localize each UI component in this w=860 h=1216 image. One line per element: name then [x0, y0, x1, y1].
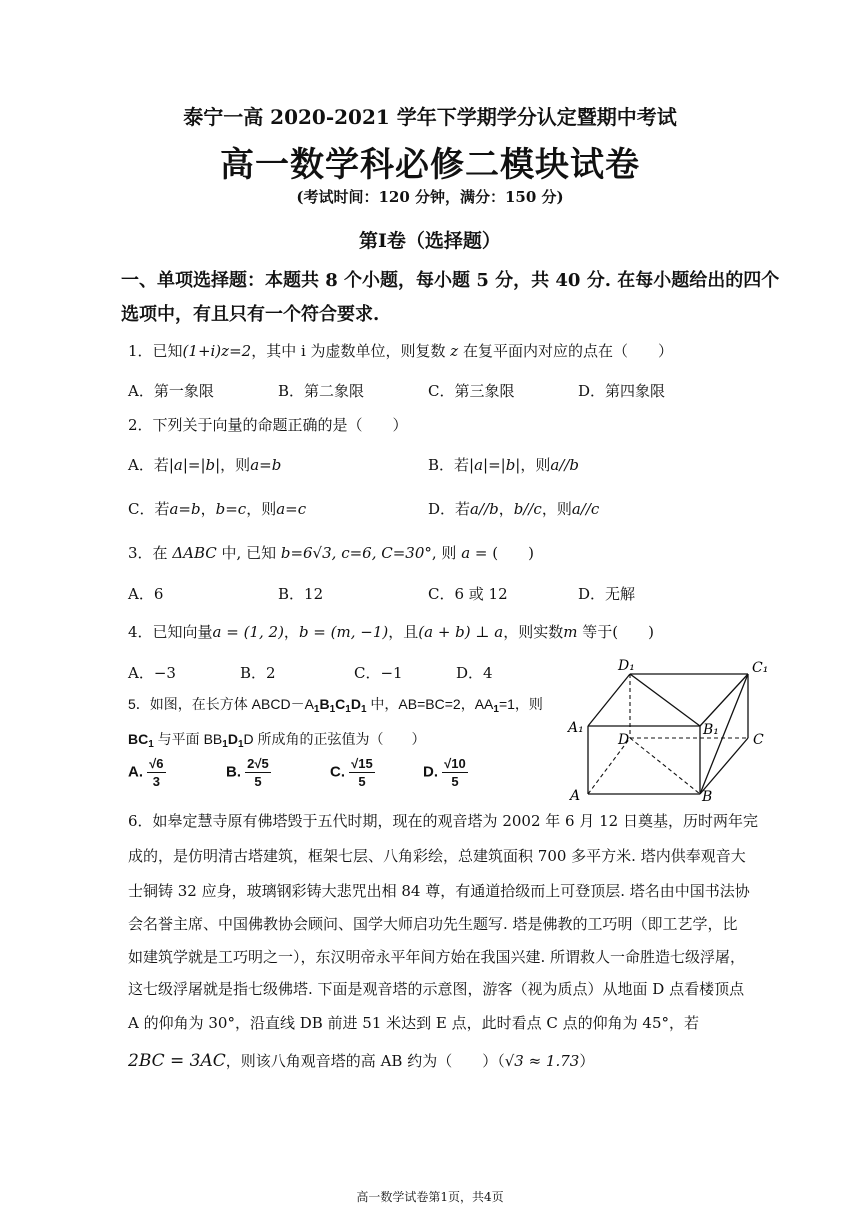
q2c-result: a=c — [276, 500, 307, 518]
q2a-pre: A．若 — [128, 456, 169, 474]
q4-text-c: ，则实数 — [503, 623, 564, 641]
q1-option-a: A．第一象限 — [128, 382, 214, 400]
section-instruction-line1: 一、单项选择题：本题共 8 个小题，每小题 5 分，共 40 分. 在每小题给出的四个 — [121, 270, 780, 291]
q5-sub: 1 — [237, 739, 244, 750]
q6-condition: 2BC = 3AC — [128, 1051, 226, 1071]
q2a-mid: ，则 — [220, 456, 251, 474]
q4-condition: (a + b) ⊥ a — [418, 623, 504, 641]
q5a-fraction — [147, 757, 165, 788]
q3-text-c: , 则 — [431, 544, 462, 562]
q3-unknown: a — [461, 544, 471, 562]
label-d: D — [618, 732, 630, 748]
section-instruction-line2: 选项中，有且只有一个符合要求. — [121, 304, 380, 325]
q2d-result: a//c — [571, 500, 600, 518]
q2b-result: a//b — [550, 456, 580, 474]
q5b-num: 2√5 — [247, 756, 269, 771]
question-1-stem — [128, 340, 673, 361]
q3-triangle: ΔABC — [172, 544, 217, 562]
page-footer: 高一数学试卷第1页，共4页 — [356, 1190, 504, 1204]
q1-expression: (1+i)z=2 — [182, 342, 252, 360]
label-d1: D₁ — [618, 658, 635, 674]
question-6-line3: 士铜铸 32 应身，玻璃钢彩铸大悲咒出相 84 尊，有通道拾级而上可登顶层. 塔名由中国书法协 — [128, 882, 750, 900]
q5-sub: 1 — [148, 739, 154, 750]
q2b-cond: |a|=|b| — [469, 456, 521, 474]
q5-option-a — [128, 757, 166, 788]
question-3-stem — [128, 542, 534, 563]
q5-text-a: 5．如图，在长方体 ABCD－A — [128, 696, 314, 712]
q5-sub: 1 — [329, 704, 336, 715]
q1-option-b: B．第二象限 — [278, 382, 365, 400]
q6-text-d: ） — [579, 1052, 595, 1070]
edge-b1c1 — [700, 674, 748, 726]
q5d-den: 5 — [451, 774, 459, 789]
question-6-line2: 成的，是仿明清古塔建筑，框架七层、八角彩绘，总建筑面积 700 多平方米. 塔内供奉观音大 — [128, 847, 746, 865]
label-b: B — [702, 789, 713, 802]
q2-option-d — [428, 498, 599, 519]
q5c-num: √15 — [351, 756, 373, 771]
q1-text-b: ，其中 i 为虚数单位，则复数 — [251, 342, 451, 360]
q4-vector-b: b = (m, −1) — [298, 623, 389, 641]
q2c-cond1: a=b — [169, 500, 201, 518]
q5c-fraction — [349, 757, 375, 788]
q2c-cond2: b=c — [215, 500, 247, 518]
q2a-result: a=b — [250, 456, 282, 474]
question-4-stem — [128, 621, 654, 642]
question-5-line1 — [128, 694, 543, 715]
diag-d1b1 — [630, 674, 700, 726]
q3-condition: b=6√3, c=6, C=30° — [280, 544, 432, 562]
q5a-label: A. — [128, 763, 143, 781]
q4-variable: m — [563, 623, 578, 641]
q3-text-a: 3．在 — [128, 544, 173, 562]
q5-text-c: C — [335, 696, 346, 712]
q3-text-b: 中, 已知 — [216, 544, 281, 562]
q1-text-a: 1．已知 — [128, 342, 183, 360]
q3-option-d: D．无解 — [578, 585, 636, 603]
question-6-line8 — [128, 1050, 594, 1071]
q2d-pre: D．若 — [428, 500, 471, 518]
exam-header: 泰宁一高 2020-2021 学年下学期学分认定暨期中考试 — [183, 105, 677, 129]
q5b-label: B. — [226, 763, 241, 781]
label-b1: B₁ — [703, 722, 719, 738]
q4-text-a: 4．已知向量 — [128, 623, 213, 641]
q2c-sep: ， — [200, 500, 216, 518]
diag-db — [630, 738, 700, 794]
question-2-stem: 2．下列关于向量的命题正确的是（ ） — [128, 416, 408, 434]
q5-sub: 1 — [493, 704, 499, 715]
q5a-num: √6 — [149, 756, 164, 771]
q5b-den: 5 — [254, 774, 262, 789]
q4-option-a: A．−3 — [128, 664, 176, 682]
q4-text-d: 等于( ) — [577, 623, 654, 641]
q5d-num: √10 — [444, 756, 466, 771]
q5-sub: 1 — [345, 704, 351, 715]
q5-text-d: D — [350, 696, 361, 712]
q3-option-c: C．6 或 12 — [428, 585, 508, 603]
q5-line2-d: D 所成角的正弦值为（ ） — [243, 731, 426, 747]
q5b-fraction — [245, 757, 271, 788]
q2c-pre: C．若 — [128, 500, 170, 518]
label-a: A — [570, 788, 581, 802]
q4-option-b: B．2 — [240, 664, 276, 682]
q5-option-d — [423, 757, 468, 788]
exam-title: 高一数学科必修二模块试卷 — [220, 145, 640, 185]
q4-sep: ， — [283, 623, 299, 641]
q2b-pre: B．若 — [428, 456, 470, 474]
question-6-line1: 6．如皋定慧寺原有佛塔毁于五代时期，现在的观音塔为 2002 年 6 月 12 日奠基，历时两年完 — [128, 812, 758, 830]
question-6-line4: 会名誉主席、中国佛教协会顾问、国学大师启功先生题写. 塔是佛教的工巧明（即工艺学，比 — [128, 915, 738, 933]
q3-option-a: A．6 — [128, 585, 164, 603]
q2d-cond2: b//c — [513, 500, 542, 518]
q5d-fraction — [442, 757, 468, 788]
question-6-line6: 这七级浮屠就是指七级佛塔. 下面是观音塔的示意图，游客（视为质点）从地面 D 点看楼顶点 — [128, 980, 745, 998]
q2d-sep: ， — [498, 500, 514, 518]
label-c1: C₁ — [752, 660, 769, 676]
q5-line2-c: D — [227, 731, 238, 747]
q5d-label: D. — [423, 763, 438, 781]
q5-option-b — [226, 757, 271, 788]
question-6-line7: A 的仰角为 30°，沿直线 DB 前进 51 米达到 E 点，此时看点 C 点的仰角为 45°，若 — [128, 1014, 700, 1032]
part-title: 第Ⅰ卷（选择题） — [359, 230, 501, 252]
q2b-mid: ，则 — [520, 456, 551, 474]
q1-text-c: 在复平面内对应的点在（ ） — [458, 342, 673, 360]
edge-a1d1 — [588, 674, 630, 726]
q1-option-d: D．第四象限 — [578, 382, 666, 400]
edge-bc — [700, 738, 748, 794]
q5-line2-b: 与平面 BB — [153, 731, 223, 747]
exam-info: (考试时间：120 分钟，满分：150 分) — [296, 188, 564, 206]
q2c-mid: ，则 — [246, 500, 277, 518]
cuboid-figure — [560, 654, 780, 802]
q5-line2-a: BC — [128, 731, 149, 747]
q4-option-c: C．−1 — [354, 664, 403, 682]
q2-option-a — [128, 454, 281, 475]
q6-approx: √3 ≈ 1.73 — [504, 1052, 580, 1070]
q4-option-d: D．4 — [456, 664, 493, 682]
q4-vector-a: a = (1, 2) — [212, 623, 284, 641]
q3-option-b: B．12 — [278, 585, 324, 603]
q6-text-b: ，则该八角观音塔的高 AB 约为（ ）（ — [225, 1052, 505, 1070]
q2-option-c — [128, 498, 306, 519]
q5a-den: 3 — [152, 774, 160, 789]
q5-text-e: 中，AB=BC=2，AA — [366, 696, 494, 712]
q2d-mid: ，则 — [541, 500, 572, 518]
q1-option-c: C．第三象限 — [428, 382, 515, 400]
q5-sub: 1 — [222, 739, 228, 750]
q5-option-c — [330, 757, 375, 788]
q1-variable: z — [450, 342, 459, 360]
q5-text-f: =1，则 — [498, 696, 543, 712]
q5-sub: 1 — [313, 704, 320, 715]
question-5-line2 — [128, 729, 426, 750]
q2-option-b — [428, 454, 579, 475]
q3-text-d: = ( ) — [470, 544, 534, 562]
q5c-den: 5 — [358, 774, 366, 789]
label-a1: A₁ — [568, 720, 584, 736]
question-6-line5: 如建筑学就是工巧明之一），东汉明帝永平年间方始在我国兴建. 所谓救人一命胜造七级浮屠， — [128, 948, 746, 966]
label-c: C — [753, 732, 764, 748]
q5-sub: 1 — [360, 704, 367, 715]
q4-text-b: ，且 — [388, 623, 419, 641]
q5c-label: C. — [330, 763, 345, 781]
q2d-cond1: a//b — [470, 500, 499, 518]
q5-text-b: B — [319, 696, 330, 712]
q2a-cond: |a|=|b| — [168, 456, 221, 474]
